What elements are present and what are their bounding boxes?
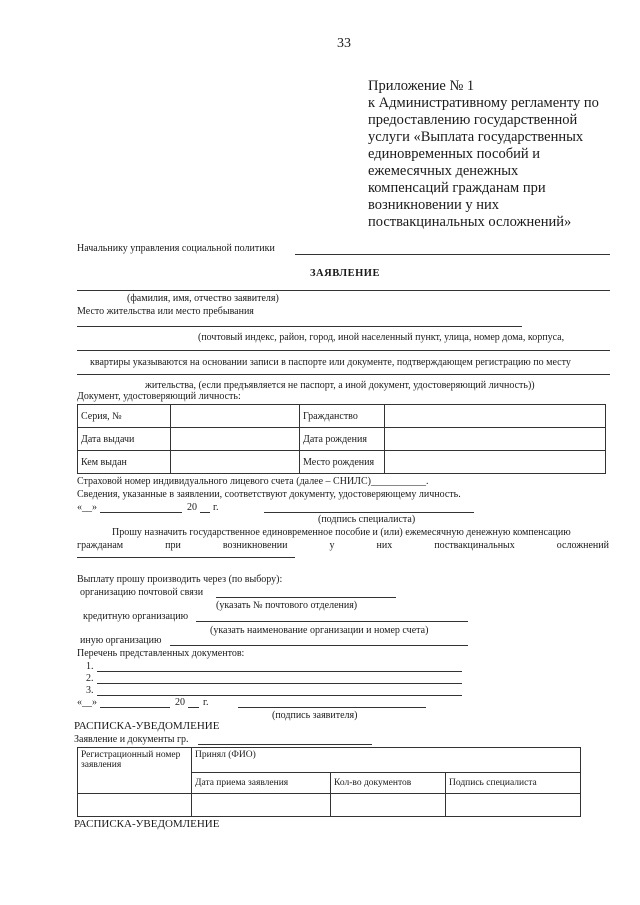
snils-line: Страховой номер индивидуального лицевого счета (далее – СНИЛС)___________. [77,476,429,487]
receipt-docs-of: Заявление и документы гр. [74,734,189,745]
docs-field-3[interactable] [97,695,462,696]
issue-date-value[interactable] [171,428,300,451]
confirm-line: Сведения, указанные в заявлении, соответствуют документу, удостоверяющему личность. [77,489,461,500]
docs-number: 2. [86,673,94,684]
appendix-line: услуги «Выплата государственных [368,129,584,145]
issue-date-label: Дата выдачи [78,428,171,451]
page-number: 33 [337,36,351,51]
other-field[interactable] [170,645,468,646]
birth-date-value[interactable] [385,428,606,451]
birth-date-label: Дата рождения [300,428,385,451]
specialist-sig-label: Подпись специалиста [446,773,581,794]
applicant-signature-hint: (подпись заявителя) [272,710,358,721]
payment-label: Выплату прошу производить через (по выбору): [77,574,283,585]
year-field[interactable] [200,512,210,513]
birth-place-value[interactable] [385,451,606,474]
addressee-field[interactable] [295,254,610,255]
applicant-signature-field[interactable] [238,707,426,708]
appendix-line: к Административному регламенту по [368,95,599,111]
address-hint: (почтовый индекс, район, город, иной населенный пункт, улица, номер дома, корпуса, [198,332,565,343]
form-title: ЗАЯВЛЕНИЕ [310,268,380,279]
credit-label: кредитную организацию [83,611,189,622]
year-prefix: 20 [187,502,197,513]
beneficiary-field[interactable] [77,557,295,558]
credit-hint: (указать наименование организации и номер счета) [210,625,429,636]
post-label: организацию почтовой связи [80,587,204,598]
reg-number-value[interactable] [78,794,192,817]
date-quote: «__» [77,502,97,513]
appendix-line: поствакцинальных осложнений» [368,214,572,230]
receipt-date-label: Дата приема заявления [192,773,331,794]
fio-field[interactable] [77,290,610,291]
specialist-signature-hint: (подпись специалиста) [318,514,416,525]
docs-number: 3. [86,685,94,696]
receipt-name-field[interactable] [198,744,372,745]
appendix-line: возникновении у них [368,197,500,213]
receipt-title: РАСПИСКА-УВЕДОМЛЕНИЕ [74,720,220,732]
issued-by-value[interactable] [171,451,300,474]
date-quote: «__» [77,697,97,708]
address-field-3[interactable] [77,374,610,375]
issued-by-label: Кем выдан [78,451,171,474]
reg-number-label: Регистрационный номер заявления [78,748,192,794]
appendix-line: предоставлению государственной [368,112,578,128]
receipt-date-value[interactable] [192,794,331,817]
appendix-line: единовременных пособий и [368,146,541,162]
appendix-line: компенсаций гражданам при [368,180,546,196]
address-hint: квартиры указываются на основании записи в паспорте или документе, подтверждающем регистрацию по месту [90,357,571,368]
appendix-header [368,78,618,231]
specialist-sig-value[interactable] [446,794,581,817]
docs-field-1[interactable] [97,671,462,672]
doc-count-value[interactable] [331,794,446,817]
birth-place-label: Место рождения [300,451,385,474]
receipt-title-2: РАСПИСКА-УВЕДОМЛЕНИЕ [74,818,220,830]
id-document-label: Документ, удостоверяющий личность: [77,391,241,402]
citizenship-value[interactable] [385,405,606,428]
docs-list-label: Перечень представленных документов: [77,648,245,659]
id-document-table [77,404,606,474]
receipt-table [77,747,581,817]
residence-label: Место жительства или место пребывания [77,306,254,317]
doc-count-label: Кол-во документов [331,773,446,794]
request-line-2: гражданам при возникновении у них поствакцинальных осложнений [77,540,609,551]
request-line-1: Прошу назначить государственное единовременное пособие и (или) ежемесячную денежную компенсацию [112,527,571,538]
citizenship-label: Гражданство [300,405,385,428]
series-value[interactable] [171,405,300,428]
fio-hint: (фамилия, имя, отчество заявителя) [127,293,279,304]
address-hint: жительства, (если предъявляется не паспорт, а иной документ, удостоверяющий личность)) [145,380,535,391]
post-hint: (указать № почтового отделения) [216,600,358,611]
addressee-label: Начальнику управления социальной политики [77,243,275,254]
post-field[interactable] [216,597,396,598]
year-prefix: 20 [175,697,185,708]
received-by-label: Принял (ФИО) [192,748,581,773]
docs-number: 1. [86,661,94,672]
specialist-signature-field[interactable] [264,512,474,513]
date-field[interactable] [100,707,170,708]
appendix-line: ежемесячных денежных [368,163,519,179]
year-field[interactable] [188,707,199,708]
date-field[interactable] [100,512,182,513]
other-label: иную организацию [80,635,162,646]
year-suffix: г. [213,502,219,513]
docs-field-2[interactable] [97,683,462,684]
series-label: Серия, № [78,405,171,428]
address-field-1[interactable] [77,326,522,327]
appendix-line: Приложение № 1 [368,78,475,94]
credit-field[interactable] [196,621,468,622]
year-suffix: г. [203,697,209,708]
address-field-2[interactable] [77,350,610,351]
